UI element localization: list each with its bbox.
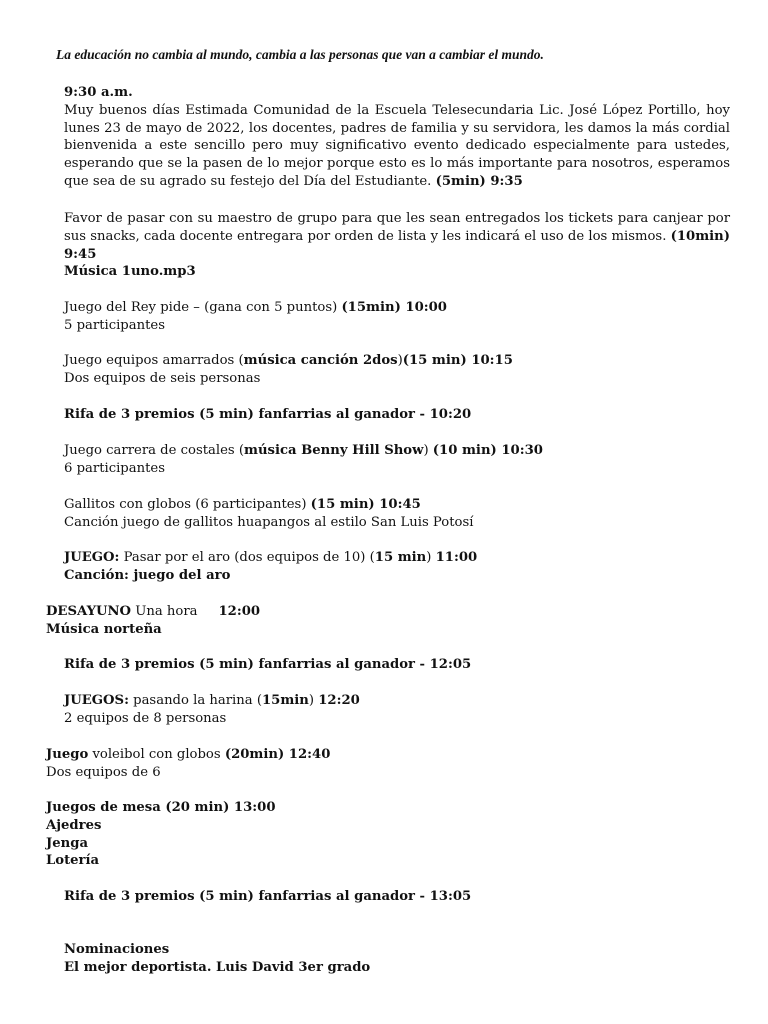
voleibol-note: Dos equipos de 6 (46, 764, 161, 780)
juego-harina-time: 12:20 (318, 693, 360, 708)
juego-harina-paren: ) (308, 693, 319, 708)
juego-costales-music: música Benny Hill Show (244, 443, 424, 458)
juegos-mesa-item: Jenga (46, 835, 88, 851)
rifa-2: Rifa de 3 premios (5 min) fanfarrias al ganador - 12:05 (64, 657, 472, 672)
juego-harina-note: 2 equipos de 8 personas (64, 710, 227, 726)
motto-quote: La educación no cambia al mundo, cambia a las personas que van a cambiar el mundo. (56, 47, 544, 62)
voleibol-text: voleibol con globos (88, 747, 225, 762)
voleibol-duration: (20min) 12:40 (224, 747, 331, 762)
gallitos-note: Canción juego de gallitos huapangos al estilo San Luis Potosí (64, 514, 474, 530)
juego-harina-label: JUEGOS: (64, 693, 129, 708)
nominaciones-section (64, 941, 730, 977)
juego-amarrados-section (64, 352, 730, 388)
welcome-section (64, 84, 730, 191)
welcome-time: 9:30 a.m. (64, 85, 133, 100)
desayuno-note: Música norteña (46, 621, 162, 637)
juego-harina-min: 15min (261, 693, 309, 708)
tickets-paragraph (64, 210, 730, 263)
welcome-paragraph (64, 102, 730, 191)
juego-costales-duration: (10 min) 10:30 (432, 443, 543, 458)
welcome-text: Muy buenos días Estimada Comunidad de la Escuela Telesecundaria Lic. José López Portillo, hoy lunes 23 de mayo de 2022, los docentes, padres de familia y su servidora, les damos la más cordial bienvenida a este sencillo pero muy significativo evento dedicado especialmente para ustedes, esperando que se la pasen de lo mejor porque esto es lo más importante para nosotros, esperamos que sea de su agrado su festejo del Día del Estudiante. (64, 102, 730, 189)
juego-rey-duration: (15min) 10:00 (341, 300, 447, 315)
nominaciones-title: Nominaciones (64, 942, 170, 957)
tickets-duration: (10min) 9:45 (64, 228, 730, 262)
nominaciones-item: El mejor deportista. Luis David 3er grado (64, 959, 371, 975)
desayuno-label: DESAYUNO (46, 604, 132, 619)
juego-aro-paren: ) (426, 550, 436, 565)
juego-aro-section (64, 549, 730, 585)
rifa-1: Rifa de 3 premios (5 min) fanfarrias al ganador - 10:20 (64, 407, 472, 422)
juego-aro-note: Canción: juego del aro (64, 567, 231, 583)
desayuno-time: 12:00 (218, 604, 261, 619)
rifa-3: Rifa de 3 premios (5 min) fanfarrias al ganador - 13:05 (64, 889, 472, 904)
juego-harina-text: pasando la harina ( (128, 693, 262, 708)
juego-aro-text: Pasar por el aro (dos equipos de 10) ( (119, 550, 375, 565)
juego-harina-section (64, 692, 730, 728)
juego-rey-note: 5 participantes (64, 317, 165, 333)
juego-costales-section (64, 442, 730, 478)
juego-costales-text: Juego carrera de costales ( (64, 443, 244, 458)
juegos-mesa-item: Ajedres (46, 817, 102, 833)
juego-rey-text: Juego del Rey pide – (gana con 5 puntos) (64, 300, 342, 315)
juego-amarrados-text: Juego equipos amarrados ( (64, 353, 244, 368)
voleibol-section (46, 746, 712, 782)
desayuno-text: Una hora (131, 604, 219, 619)
juego-costales-note: 6 participantes (64, 460, 165, 476)
juego-amarrados-paren: ) (397, 353, 403, 368)
juego-costales-paren: ) (423, 443, 433, 458)
juegos-mesa-item: Lotería (46, 853, 100, 869)
desayuno-section (46, 603, 712, 639)
welcome-duration: (5min) 9:35 (435, 173, 523, 189)
juegos-mesa-title: Juegos de mesa (20 min) 13:00 (46, 800, 276, 815)
music-1: Música 1uno.mp3 (64, 264, 196, 279)
juegos-mesa-section (46, 799, 712, 870)
gallitos-section (64, 496, 730, 532)
tickets-section (64, 210, 730, 263)
voleibol-label: Juego (46, 747, 89, 762)
juego-aro-time: 11:00 (435, 550, 478, 565)
juego-amarrados-note: Dos equipos de seis personas (64, 370, 261, 386)
gallitos-text: Gallitos con globos (6 participantes) (64, 497, 311, 512)
juego-rey-section (64, 299, 730, 335)
gallitos-duration: (15 min) 10:45 (310, 497, 421, 512)
juego-aro-min: 15 min (374, 550, 427, 565)
juego-amarrados-music: música canción 2dos (243, 353, 398, 368)
juego-aro-label: JUEGO: (64, 550, 120, 565)
tickets-text: Favor de pasar con su maestro de grupo para que les sean entregados los tickets para canjear por sus snacks, cada docente entregara por orden de lista y les indicará el uso de los mismos. (64, 211, 730, 244)
juego-amarrados-duration: (15 min) 10:15 (402, 353, 513, 368)
